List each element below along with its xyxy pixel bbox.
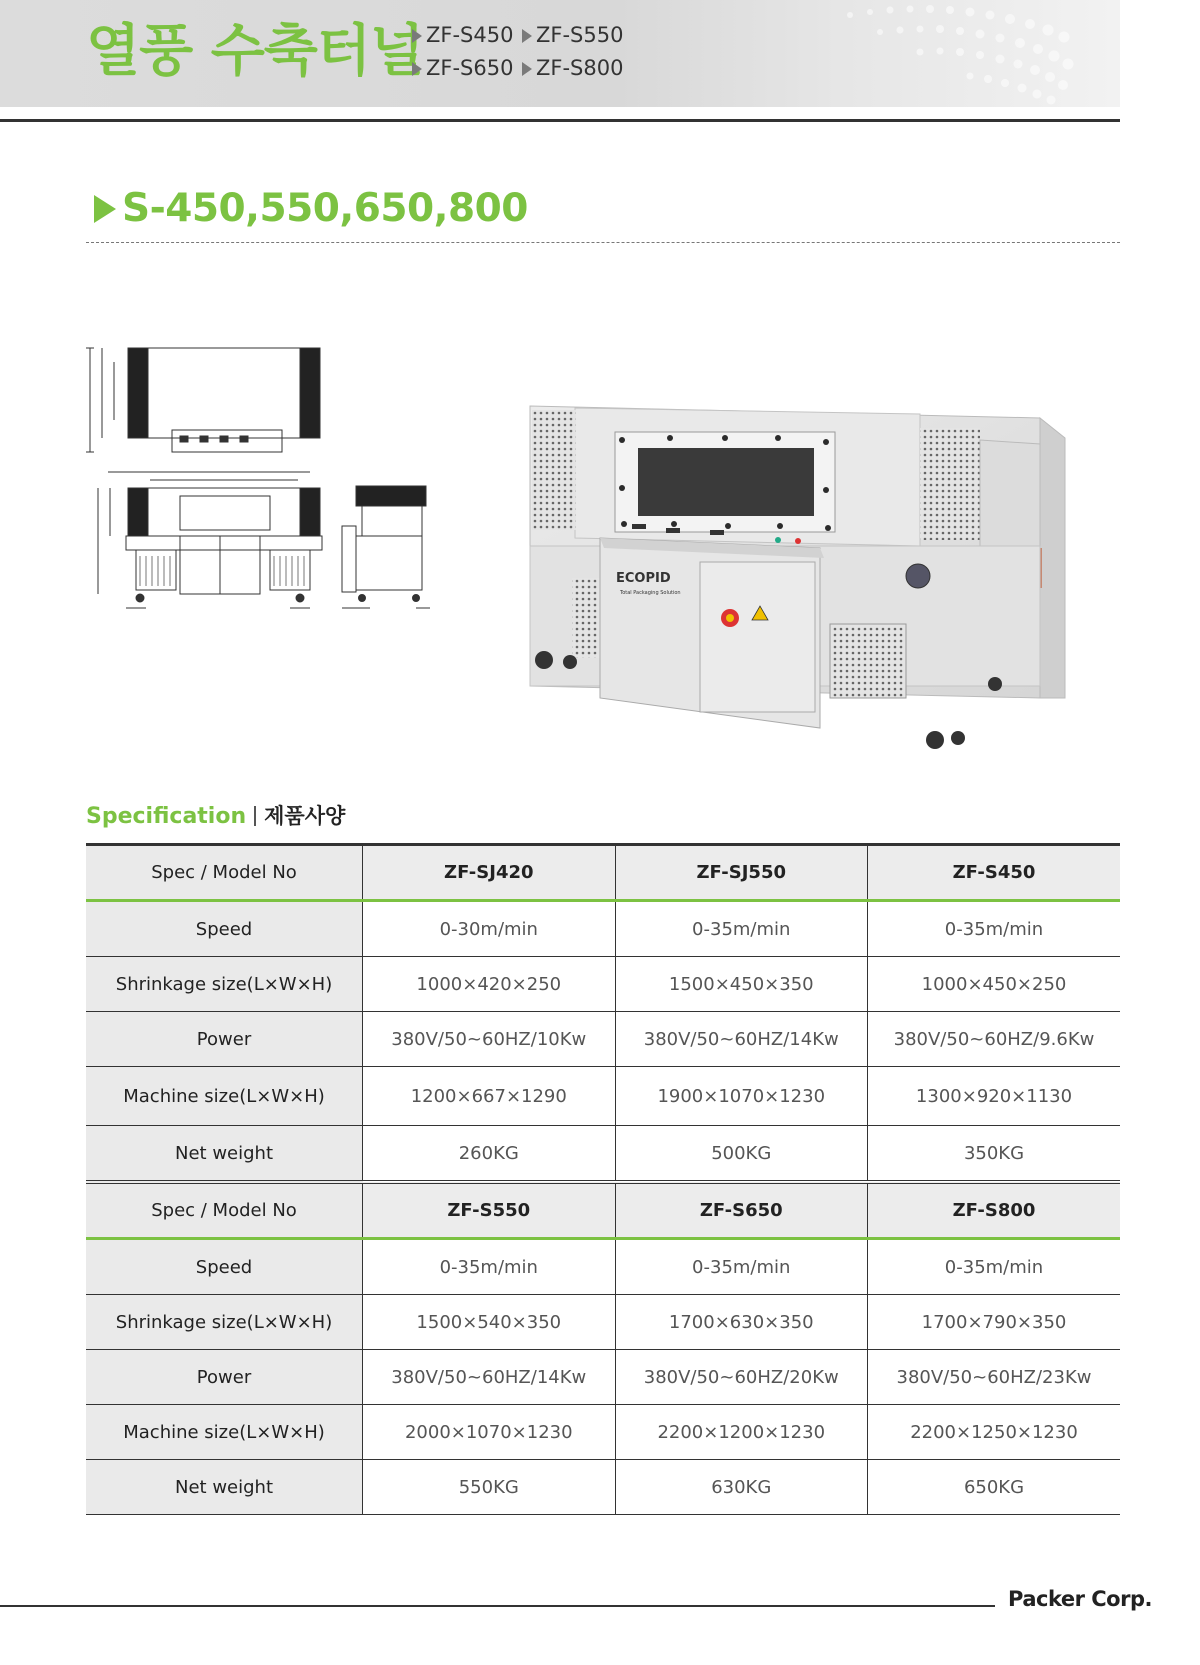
machine-photo (520, 398, 1090, 798)
model-tag-label: ZF-S650 (426, 56, 514, 80)
spec-value-cell: 1500×450×350 (615, 957, 867, 1012)
table-row (86, 1239, 1120, 1295)
side-view-drawing (342, 486, 430, 608)
spec-value-cell: 2000×1070×1230 (363, 1405, 615, 1460)
model-tag-label: ZF-S550 (536, 23, 624, 47)
spec-label-cell: Speed (86, 901, 363, 957)
table-row (86, 1012, 1120, 1067)
spec-value-cell: 1000×420×250 (363, 957, 615, 1012)
header-band (0, 0, 1120, 107)
model-header-cell: ZF-S800 (868, 1182, 1121, 1239)
spec-value-cell: 630KG (615, 1460, 867, 1515)
triangle-bullet-icon (412, 62, 422, 76)
spec-label-cell: Shrinkage size(L×W×H) (86, 957, 363, 1012)
table-row (86, 1067, 1120, 1126)
page-title: 열풍 수축터널 (86, 19, 424, 84)
spec-value-cell: 380V/50~60HZ/14Kw (363, 1350, 615, 1405)
spec-value-cell: 1900×1070×1230 (615, 1067, 867, 1126)
spec-value-cell: 380V/50~60HZ/10Kw (363, 1012, 615, 1067)
triangle-bullet-icon (94, 195, 116, 223)
footer-divider (0, 1605, 995, 1607)
front-view-drawing (98, 472, 322, 608)
section-title: S-450,550,650,800 (122, 186, 528, 231)
spec-value-cell: 0-35m/min (868, 901, 1121, 957)
table-row (86, 957, 1120, 1012)
spec-label-cell: Net weight (86, 1460, 363, 1515)
table-row (86, 1350, 1120, 1405)
model-tag (412, 55, 522, 82)
spec-value-cell: 1300×920×1130 (868, 1067, 1121, 1126)
model-tag (522, 55, 632, 82)
table-row (86, 901, 1120, 957)
footer-brand: Packer Corp. (1008, 1587, 1152, 1611)
spec-value-cell: 380V/50~60HZ/20Kw (615, 1350, 867, 1405)
spec-value-cell: 0-35m/min (363, 1239, 615, 1295)
spec-label-cell: Shrinkage size(L×W×H) (86, 1295, 363, 1350)
heading-separator (254, 806, 256, 826)
spec-value-cell: 2200×1250×1230 (868, 1405, 1121, 1460)
spec-label-cell: Machine size(L×W×H) (86, 1405, 363, 1460)
spec-value-cell: 1000×450×250 (868, 957, 1121, 1012)
model-tag (412, 22, 522, 49)
table-header-row (86, 845, 1120, 901)
model-header-cell: ZF-S450 (868, 845, 1121, 901)
spec-label-cell: Power (86, 1012, 363, 1067)
ecopid-logo-subtext: Total Packaging Solution (620, 590, 681, 596)
spec-label-cell: Net weight (86, 1126, 363, 1183)
header-label-cell: Spec / Model No (86, 845, 363, 901)
ecopid-logo-text: ECOPID (616, 571, 671, 586)
section-heading (94, 186, 528, 231)
spec-value-cell: 1700×630×350 (615, 1295, 867, 1350)
spec-value-cell: 1500×540×350 (363, 1295, 615, 1350)
triangle-bullet-icon (412, 29, 422, 43)
section-divider (86, 242, 1120, 243)
header-decorative-pattern (790, 0, 1120, 107)
spec-value-cell: 650KG (868, 1460, 1121, 1515)
model-header-cell: ZF-SJ550 (615, 845, 867, 901)
spec-value-cell: 0-35m/min (615, 901, 867, 957)
spec-value-cell: 380V/50~60HZ/23Kw (868, 1350, 1121, 1405)
model-tag-list (412, 22, 622, 82)
spec-value-cell: 380V/50~60HZ/9.6Kw (868, 1012, 1121, 1067)
spec-label-cell: Power (86, 1350, 363, 1405)
table-row (86, 1295, 1120, 1350)
model-header-cell: ZF-S650 (615, 1182, 867, 1239)
model-tag-label: ZF-S450 (426, 23, 514, 47)
header-label-cell: Spec / Model No (86, 1182, 363, 1239)
specification-heading (86, 800, 345, 830)
model-tag-label: ZF-S800 (536, 56, 624, 80)
spec-label-cell: Machine size(L×W×H) (86, 1067, 363, 1126)
spec-value-cell: 500KG (615, 1126, 867, 1183)
spec-label-cell: Speed (86, 1239, 363, 1295)
table-row (86, 1460, 1120, 1515)
model-header-cell: ZF-S550 (363, 1182, 615, 1239)
spec-value-cell: 380V/50~60HZ/14Kw (615, 1012, 867, 1067)
spec-value-cell: 0-35m/min (868, 1239, 1121, 1295)
table-row (86, 1126, 1120, 1183)
technical-drawings (80, 340, 480, 640)
spec-value-cell: 0-30m/min (363, 901, 615, 957)
model-tag (522, 22, 632, 49)
specification-title-ko: 제품사양 (264, 804, 346, 828)
spec-value-cell: 260KG (363, 1126, 615, 1183)
spec-value-cell: 2200×1200×1230 (615, 1405, 867, 1460)
spec-value-cell: 1700×790×350 (868, 1295, 1121, 1350)
triangle-bullet-icon (522, 29, 532, 43)
header-divider (0, 119, 1120, 122)
spec-value-cell: 1200×667×1290 (363, 1067, 615, 1126)
spec-value-cell: 0-35m/min (615, 1239, 867, 1295)
table-row (86, 1405, 1120, 1460)
spec-value-cell: 550KG (363, 1460, 615, 1515)
triangle-bullet-icon (522, 62, 532, 76)
specification-title-en: Specification (86, 804, 247, 829)
specification-table (86, 843, 1120, 1515)
spec-value-cell: 350KG (868, 1126, 1121, 1183)
model-header-cell: ZF-SJ420 (363, 845, 615, 901)
top-view-drawing (86, 348, 320, 452)
table-header-row (86, 1182, 1120, 1239)
